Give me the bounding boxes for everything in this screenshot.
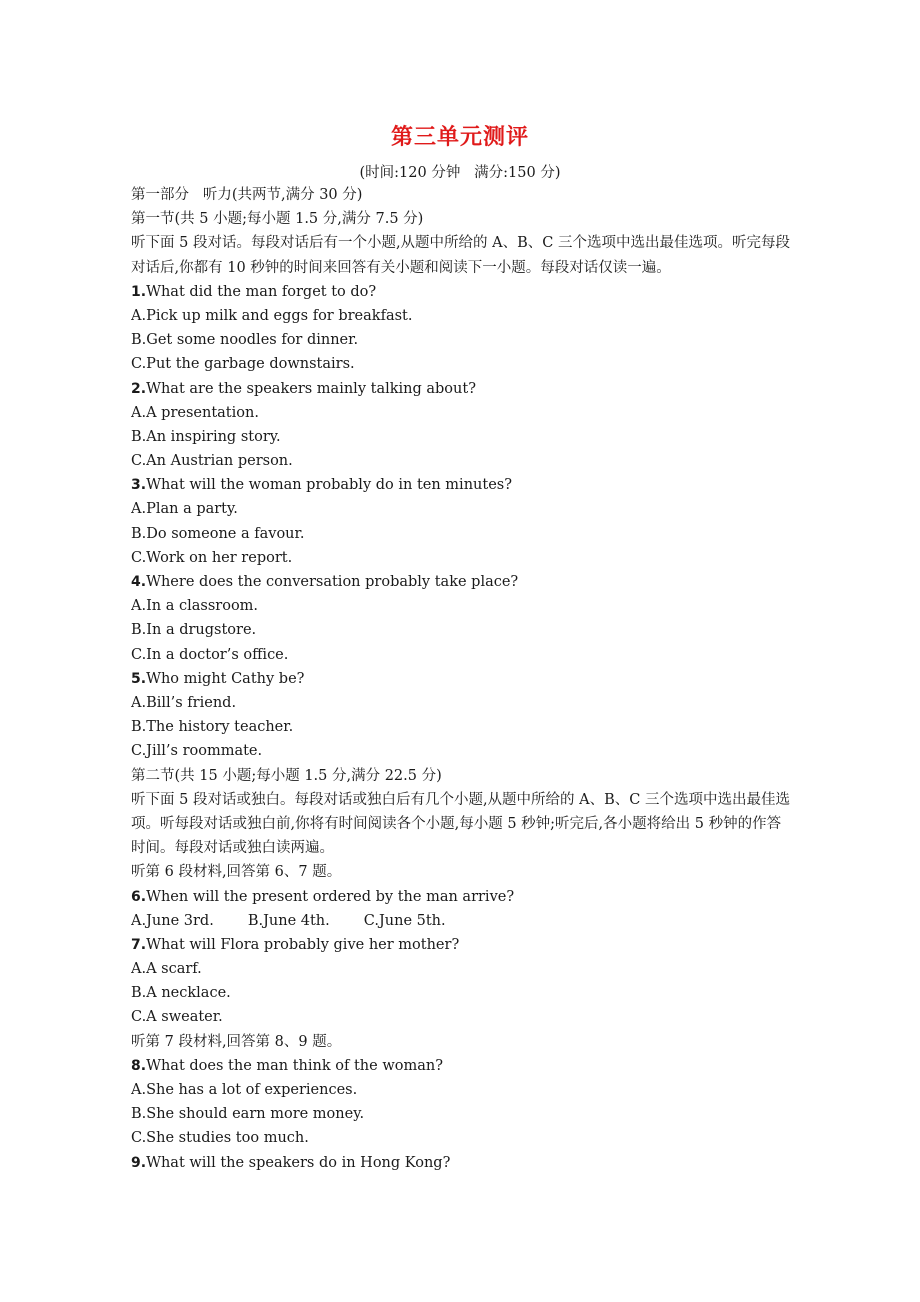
question-text: What does the man think of the woman? (146, 1057, 443, 1074)
question-number: 2. (131, 380, 147, 397)
question-text: What will the speakers do in Hong Kong? (146, 1154, 451, 1171)
section-instructions: 听下面 5 段对话。每段对话后有一个小题,从题中所给的 A、B、C 三个选项中选出最佳选项。听完每段对话后,你都有 10 秒钟的时间来回答有关小题和阅读下一小题。每段对话仅读一遍。 (131, 235, 790, 276)
question-5 (131, 667, 791, 691)
option-c: C.An Austrian person. (131, 453, 293, 470)
exam-body (131, 183, 791, 1175)
question-1 (131, 280, 791, 304)
option-c: C.Work on her report. (131, 549, 293, 566)
option-b: B.The history teacher. (131, 719, 294, 736)
question-2 (131, 377, 791, 401)
option-c: C.June 5th. (363, 912, 446, 929)
question-6 (131, 885, 791, 909)
question-4 (131, 570, 791, 594)
option-a: A.In a classroom. (131, 598, 259, 615)
option-a: A.Plan a party. (131, 501, 238, 518)
question-number: 8. (131, 1057, 147, 1074)
question-3 (131, 473, 791, 497)
section-heading: 第一节(共 5 小题;每小题 1.5 分,满分 7.5 分) (131, 211, 424, 228)
option-c: C.Jill’s roommate. (131, 743, 263, 760)
question-7 (131, 933, 791, 957)
option-a: A.Pick up milk and eggs for breakfast. (131, 307, 413, 324)
question-text: What will the woman probably do in ten minutes? (146, 477, 512, 494)
part-heading: 第一部分 听力(共两节,满分 30 分) (131, 187, 363, 203)
option-c: C.In a doctor’s office. (131, 646, 289, 663)
question-number: 5. (131, 670, 147, 687)
option-b: B.In a drugstore. (131, 622, 257, 639)
option-b: B.She should earn more money. (131, 1106, 365, 1123)
question-text: When will the present ordered by the man arrive? (146, 888, 515, 905)
options-row (131, 909, 791, 933)
exam-time-score: (时间:120 分钟 满分:150 分) (359, 165, 561, 181)
option-c: C.A sweater. (131, 1009, 223, 1026)
question-number: 6. (131, 888, 147, 905)
option-a: A.Bill’s friend. (131, 694, 237, 711)
question-text: What will Flora probably give her mother? (146, 936, 460, 953)
question-text: Who might Cathy be? (146, 670, 305, 687)
option-b: B.June 4th. (247, 912, 330, 929)
question-number: 1. (131, 283, 147, 300)
question-number: 4. (131, 574, 147, 591)
question-number: 7. (131, 936, 147, 953)
question-text: What are the speakers mainly talking about? (146, 380, 476, 397)
question-number: 3. (131, 477, 147, 494)
option-a: A.A scarf. (131, 961, 202, 978)
question-text: Where does the conversation probably take place? (146, 574, 519, 591)
section-instructions: 听下面 5 段对话或独白。每段对话或独白后有几个小题,从题中所给的 A、B、C 三个选项中选出最佳选项。听每段对话或独白前,你将有时间阅读各个小题,每小题 5 秒钟;听完后,各小题将给出 5 秒钟的作答时间。每段对话或独白读两遍。 (131, 791, 790, 857)
option-b: B.Get some noodles for dinner. (131, 332, 359, 349)
question-8 (131, 1054, 791, 1078)
option-b: B.A necklace. (131, 985, 231, 1002)
option-a: A.She has a lot of experiences. (131, 1082, 358, 1099)
page-title: 第三单元测评 (390, 125, 529, 150)
material-heading: 听第 6 段材料,回答第 6、7 题。 (131, 864, 342, 881)
option-b: B.An inspiring story. (131, 428, 281, 445)
option-b: B.Do someone a favour. (131, 525, 305, 542)
question-number: 9. (131, 1154, 147, 1171)
material-heading: 听第 7 段材料,回答第 8、9 题。 (131, 1033, 342, 1050)
option-c: C.Put the garbage downstairs. (131, 356, 355, 373)
section-heading: 第二节(共 15 小题;每小题 1.5 分,满分 22.5 分) (131, 767, 442, 784)
question-text: What did the man forget to do? (146, 283, 377, 300)
option-a: A.June 3rd. (131, 912, 214, 929)
option-c: C.She studies too much. (131, 1130, 309, 1147)
option-a: A.A presentation. (131, 404, 259, 421)
question-9 (131, 1151, 791, 1175)
